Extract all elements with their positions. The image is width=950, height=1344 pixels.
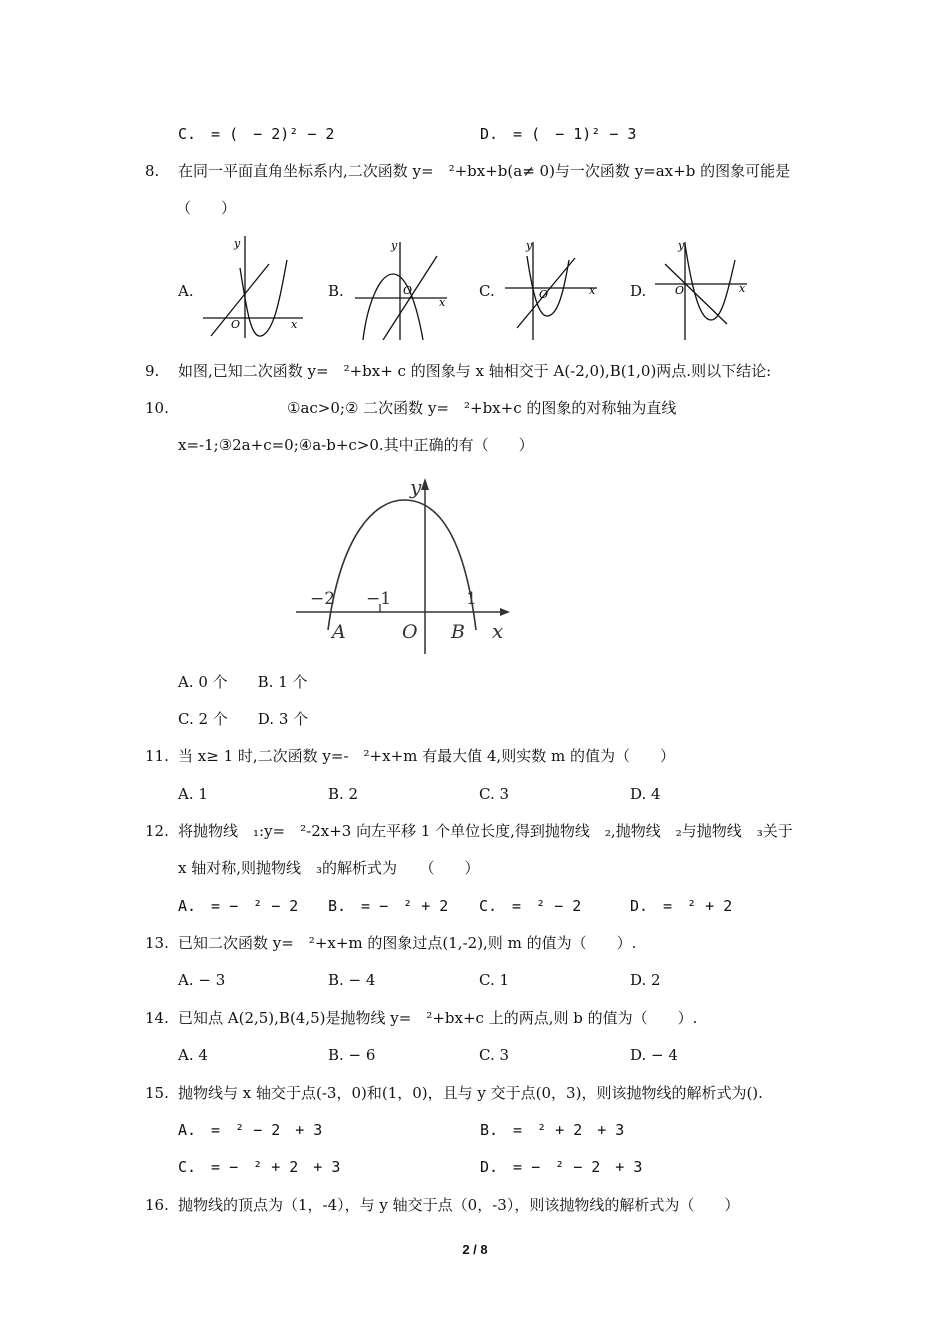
mini-x-label: x bbox=[739, 282, 746, 295]
q13-option-c: C. 1 bbox=[479, 971, 510, 989]
q12-option-c: C. = ² − 2 bbox=[479, 897, 582, 915]
q8-graph-b bbox=[355, 236, 455, 340]
q8-number: 8. bbox=[145, 162, 160, 180]
q11-number: 11. bbox=[145, 747, 169, 765]
q13-option-b: B. − 4 bbox=[328, 971, 376, 989]
q15-number: 15. bbox=[145, 1084, 169, 1102]
mini-y-label: y bbox=[526, 239, 533, 252]
q12-number: 12. bbox=[145, 822, 169, 840]
q9-number: 9. bbox=[145, 362, 160, 380]
q11-stem: 当 x≥ 1 时,二次函数 y=- ²+x+m 有最大值 4,则实数 m 的值为（ ） bbox=[178, 747, 675, 765]
q13-option-a: A. − 3 bbox=[178, 971, 226, 989]
q7-option-d: D. = ( − 1)² − 3 bbox=[480, 125, 637, 143]
q8-graph-d bbox=[655, 236, 755, 340]
q15-option-a: A. = ² − 2 + 3 bbox=[178, 1121, 323, 1139]
graph-tick-minus2: −2 bbox=[310, 589, 336, 609]
q12-option-a: A. = − ² − 2 bbox=[178, 897, 299, 915]
q12-option-b: B. = − ² + 2 bbox=[328, 897, 449, 915]
mini-x-label: x bbox=[291, 318, 298, 331]
q14-stem: 已知点 A(2,5),B(4,5)是抛物线 y= ²+bx+c 上的两点,则 b 的值为（ ）. bbox=[178, 1009, 698, 1027]
q15-option-c: C. = − ² + 2 + 3 bbox=[178, 1158, 341, 1176]
q13-stem: 已知二次函数 y= ²+x+m 的图象过点(1,-2),则 m 的值为（ ）. bbox=[178, 934, 637, 952]
q8-paren: （ ） bbox=[176, 199, 237, 217]
q16-stem: 抛物线的顶点为（1，-4），与 y 轴交于点（0，-3），则该抛物线的解析式为（ ） bbox=[178, 1196, 740, 1214]
q11-option-b: B. 2 bbox=[328, 785, 359, 803]
q13-option-d: D. 2 bbox=[630, 971, 661, 989]
q10-parabola-graph bbox=[296, 472, 516, 657]
q11-option-a: A. 1 bbox=[178, 785, 208, 803]
mini-o-label: O bbox=[231, 318, 241, 331]
q12-line1: 将抛物线 ₁:y= ²-2x+3 向左平移 1 个单位长度,得到抛物线 ₂,抛物线 ₂与抛物线 ₃关于 bbox=[178, 822, 793, 840]
graph-tick-1: 1 bbox=[466, 589, 477, 609]
q15-option-d: D. = − ² − 2 + 3 bbox=[480, 1158, 643, 1176]
q15-option-b: B. = ² + 2 + 3 bbox=[480, 1121, 625, 1139]
q8-label-d: D. bbox=[630, 282, 647, 300]
q14-option-c: C. 3 bbox=[479, 1046, 510, 1064]
q13-number: 13. bbox=[145, 934, 169, 952]
mini-y-label: y bbox=[234, 237, 241, 250]
q10-line1: ①ac>0;② 二次函数 y= ²+bx+c 的图象的对称轴为直线 bbox=[287, 399, 677, 417]
q10-options-ab: A. 0 个 B. 1 个 bbox=[178, 673, 308, 691]
graph-x-label: x bbox=[492, 619, 504, 643]
mini-x-label: x bbox=[439, 296, 446, 309]
q14-option-b: B. − 6 bbox=[328, 1046, 376, 1064]
q12-option-d: D. = ² + 2 bbox=[630, 897, 733, 915]
q8-label-a: A. bbox=[178, 282, 194, 300]
q14-number: 14. bbox=[145, 1009, 169, 1027]
graph-point-a: A bbox=[332, 621, 346, 643]
q8-label-b: B. bbox=[328, 282, 344, 300]
q10-options-cd: C. 2 个 D. 3 个 bbox=[178, 710, 309, 728]
mini-y-label: y bbox=[391, 239, 398, 252]
graph-origin: O bbox=[402, 621, 418, 643]
graph-tick-minus1: −1 bbox=[366, 589, 392, 609]
q9-stem: 如图,已知二次函数 y= ²+bx+ c 的图象与 x 轴相交于 A(-2,0),B(1,0)两点.则以下结论: bbox=[178, 362, 772, 380]
q7-option-c: C. = ( − 2)² − 2 bbox=[178, 125, 335, 143]
q14-option-d: D. − 4 bbox=[630, 1046, 678, 1064]
q11-option-c: C. 3 bbox=[479, 785, 510, 803]
graph-point-b: B bbox=[451, 621, 465, 643]
q8-label-c: C. bbox=[479, 282, 495, 300]
q15-stem: 抛物线与 x 轴交于点(-3，0)和(1，0)，且与 y 交于点(0，3)，则该抛物线的解析式为(). bbox=[178, 1084, 763, 1102]
q12-line2: x 轴对称,则抛物线 ₃的解析式为 （ ） bbox=[178, 859, 480, 877]
q10-line2: x=-1;③2a+c=0;④a-b+c>0.其中正确的有（ ） bbox=[178, 436, 534, 454]
page-number: 2 / 8 bbox=[462, 1242, 488, 1257]
q11-option-d: D. 4 bbox=[630, 785, 661, 803]
q8-stem: 在同一平面直角坐标系内,二次函数 y= ²+bx+b(a≠ 0)与一次函数 y=ax+b 的图象可能是 bbox=[178, 162, 791, 180]
mini-y-label: y bbox=[678, 239, 685, 252]
graph-y-label: y bbox=[410, 475, 422, 499]
mini-x-label: x bbox=[589, 284, 596, 297]
q8-graph-c bbox=[505, 236, 605, 340]
mini-o-label: O bbox=[539, 288, 549, 301]
q10-number: 10. bbox=[145, 399, 169, 417]
mini-o-label: O bbox=[403, 284, 413, 297]
q16-number: 16. bbox=[145, 1196, 169, 1214]
q14-option-a: A. 4 bbox=[178, 1046, 208, 1064]
mini-o-label: O bbox=[675, 284, 685, 297]
q8-graph-a bbox=[203, 232, 308, 340]
